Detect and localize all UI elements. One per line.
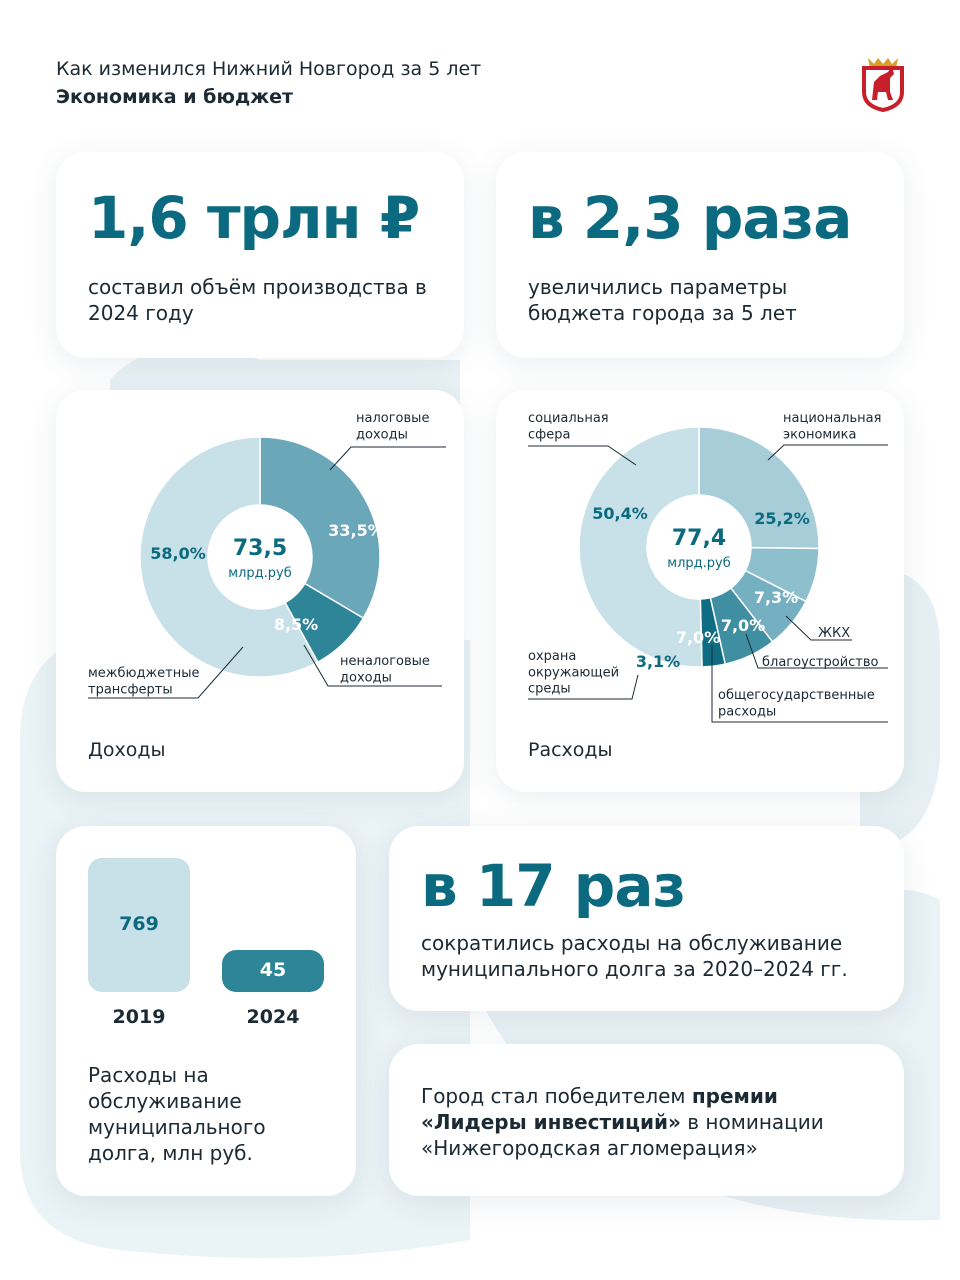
award-text-start: Город стал победителем xyxy=(421,1084,692,1108)
slice-value-3: 7,0% xyxy=(720,616,766,635)
bar-category-2019: 2019 xyxy=(112,1006,166,1028)
center-value: 73,5 xyxy=(232,536,288,561)
award-card xyxy=(389,1044,904,1196)
budget-growth-description: увеличились параметры бюджета города за 5 лет xyxy=(528,275,797,325)
bar-value-2019: 769 xyxy=(119,913,159,935)
slice-value-2: 7,3% xyxy=(753,588,799,607)
slice-label-6: социальная сфера xyxy=(528,411,609,443)
slice-value-6: 50,4% xyxy=(592,504,648,523)
center-value: 77,4 xyxy=(671,526,727,551)
city-coat-of-arms xyxy=(860,52,906,112)
center-unit: млрд.руб xyxy=(228,566,292,581)
debt-cost-card xyxy=(56,826,356,1196)
expense-donut-chart xyxy=(496,390,904,792)
expense-card xyxy=(496,390,904,792)
slice-label-2: ЖКХ xyxy=(818,626,851,641)
leader-line-1 xyxy=(768,445,888,460)
header-title: Экономика и бюджет xyxy=(56,86,294,108)
bar-category-2024: 2024 xyxy=(246,1006,300,1028)
slice-value-1: 25,2% xyxy=(754,509,810,528)
award-text-end: в номинации «Нижегородская агломерация» xyxy=(421,1110,824,1160)
slice-value-2: 8,5% xyxy=(273,615,319,634)
budget-growth-value: в 2,3 раза xyxy=(528,184,852,252)
chart-title: Расходы xyxy=(528,739,613,761)
header-subtitle: Как изменился Нижний Новгород за 5 лет xyxy=(56,58,482,80)
production-card xyxy=(56,152,464,358)
production-description: составил объём производства в 2024 году xyxy=(88,275,427,325)
income-card xyxy=(56,390,464,792)
slice-value-3: 58,0% xyxy=(150,544,206,563)
slice-label-3: межбюджетные трансферты xyxy=(88,666,200,698)
slice-label-3: благоустройство xyxy=(762,655,879,670)
production-value: 1,6 трлн ₽ xyxy=(88,184,420,252)
slice-label-1: национальная экономика xyxy=(783,411,882,443)
slice-value-5: 3,1% xyxy=(635,652,681,671)
slice-value-1: 33,5% xyxy=(328,521,384,540)
slice-value-4: 7,0% xyxy=(675,628,721,647)
slice-label-2: неналоговые доходы xyxy=(340,654,430,686)
center-unit: млрд.руб xyxy=(667,556,731,571)
debt-reduction-value: в 17 раз xyxy=(421,852,686,920)
slice-label-4: общегосударственные расходы xyxy=(718,688,875,720)
income-donut-chart xyxy=(56,390,464,792)
bar-value-2024: 45 xyxy=(259,959,287,981)
budget-growth-card xyxy=(496,152,904,358)
chart-title: Доходы xyxy=(88,739,166,761)
debt-bar-chart xyxy=(56,826,356,1046)
debt-reduction-card xyxy=(389,826,904,1011)
debt-chart-title: Расходы на обслуживание муниципального долга, млн руб. xyxy=(88,1063,266,1165)
slice-label-1: налоговые доходы xyxy=(356,411,430,443)
slice-label-5: охрана окружающей среды xyxy=(528,649,620,697)
leader-line-1 xyxy=(330,447,446,470)
award-text xyxy=(421,1083,871,1161)
award-prize-name: премии «Лидеры инвестиций» xyxy=(421,1084,778,1134)
debt-reduction-description: сократились расходы на обслуживание муниципального долга за 2020–2024 гг. xyxy=(421,931,848,981)
